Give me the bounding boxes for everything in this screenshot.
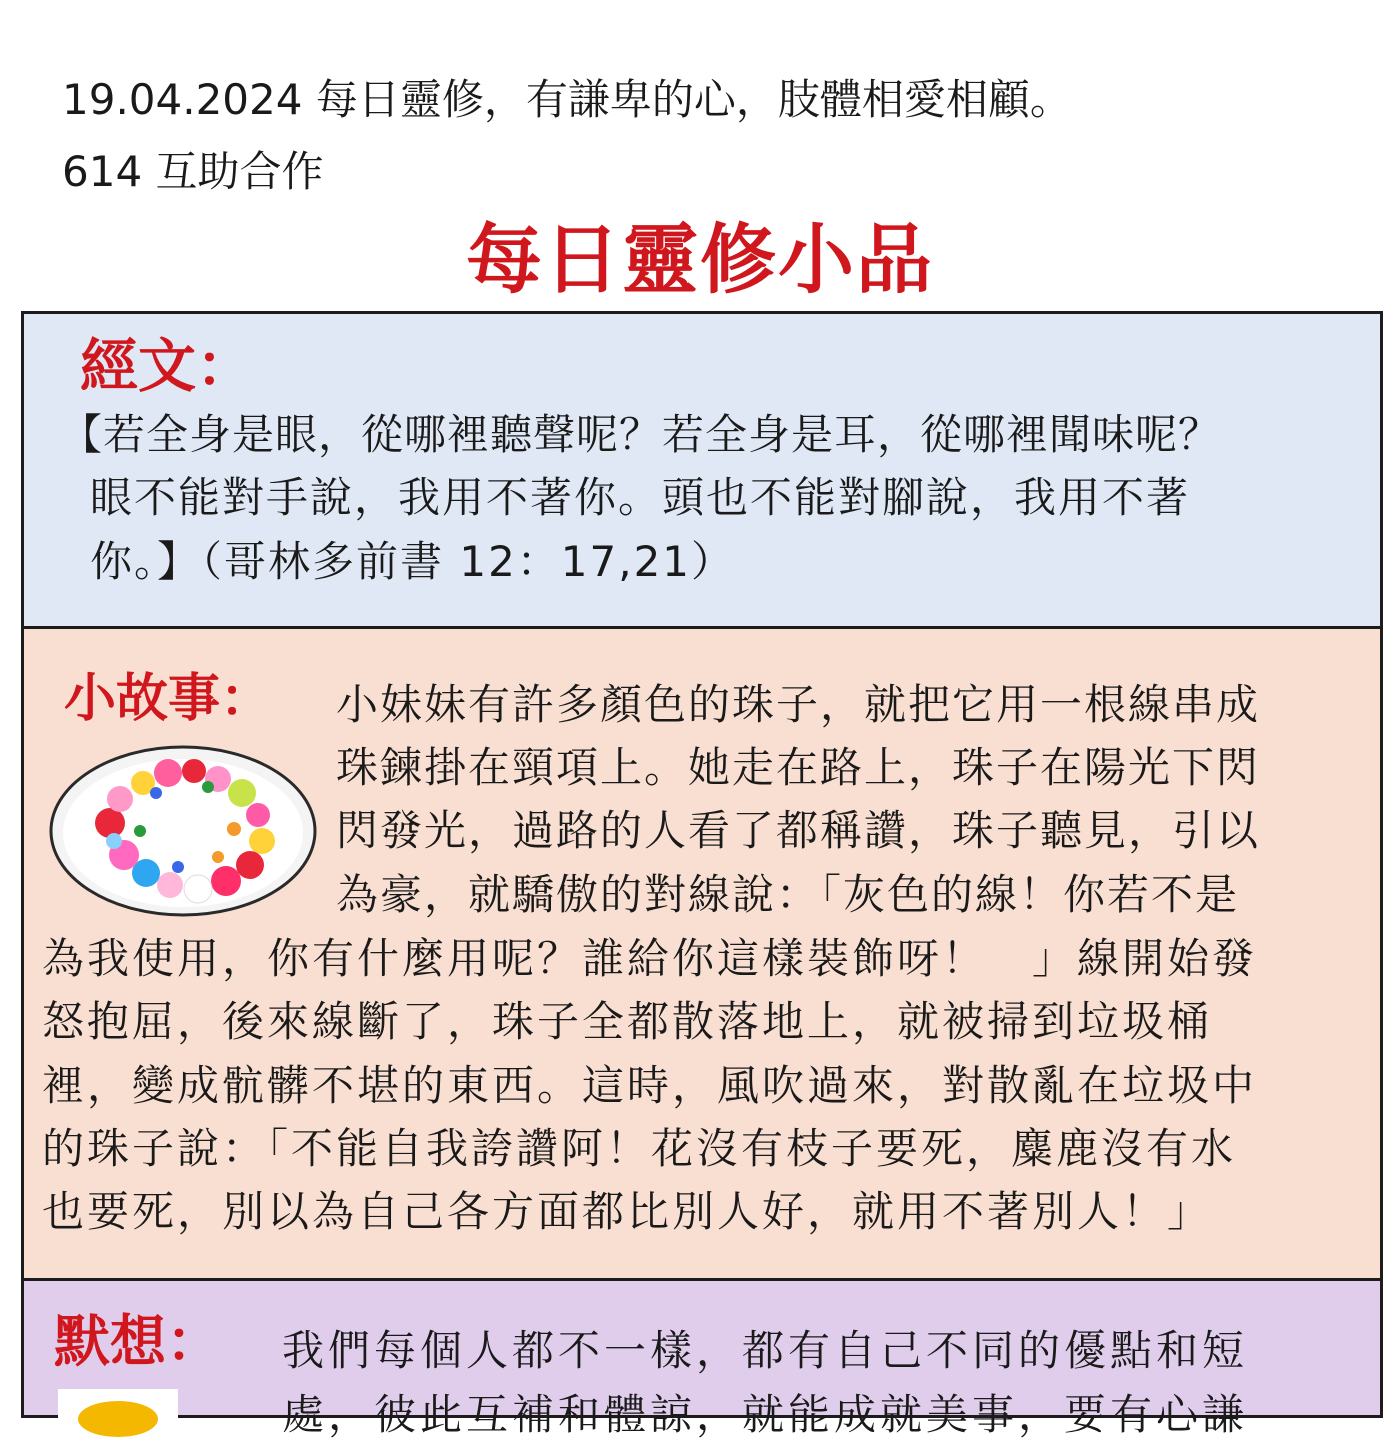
- bead-necklace-image: [48, 741, 318, 921]
- meditation-line: 我們每個人都不一樣，都有自己不同的優點和短: [282, 1326, 1249, 1375]
- meditation-label: 默想：: [54, 1310, 222, 1375]
- meditation-image: [58, 1389, 178, 1449]
- story-line: 為我使用，你有什麼用呢？誰給你這樣裝飾呀！ 」線開始發: [42, 934, 1258, 983]
- scripture-label: 經文：: [80, 332, 255, 400]
- page-title: 每日靈修小品: [466, 215, 934, 304]
- scripture-line: 【若全身是眼，從哪裡聽聲呢？若全身是耳，從哪裡聞味呢？: [60, 410, 1222, 459]
- meditation-panel: [21, 1278, 1383, 1439]
- story-line: 珠鍊掛在頸項上。她走在路上，珠子在陽光下閃: [336, 743, 1261, 792]
- scripture-panel: [21, 311, 1383, 629]
- date-heading: 19.04.2024 每日靈修，有謙卑的心，肢體相愛相顧。: [62, 75, 1072, 124]
- scripture-line: 你。】（哥林多前書 12：17,21）: [90, 537, 736, 586]
- story-line: 小妹妹有許多顏色的珠子，就把它用一根線串成: [336, 680, 1261, 729]
- story-line: 為豪，就驕傲的對線說：「灰色的線！你若不是: [336, 870, 1240, 919]
- story-line: 也要死，別以為自己各方面都比別人好，就用不著別人！」: [42, 1187, 1213, 1236]
- scripture-line: 眼不能對手說，我用不著你。頭也不能對腳說，我用不著: [90, 473, 1191, 522]
- story-line: 閃發光，過路的人看了都稱讚，珠子聽見，引以: [336, 806, 1261, 855]
- story-label: 小故事：: [64, 669, 273, 729]
- meditation-line: 處，彼此互補和體諒，就能成就美事，要有心謙: [282, 1390, 1249, 1439]
- hymn-heading: 614 互助合作: [62, 147, 324, 196]
- story-line: 裡，變成骯髒不堪的東西。這時，風吹過來，對散亂在垃圾中: [42, 1061, 1258, 1110]
- story-line: 怒抱屈，後來線斷了，珠子全都散落地上，就被掃到垃圾桶: [42, 997, 1213, 1046]
- story-line: 的珠子說：「不能自我誇讚阿！花沒有枝子要死，麋鹿沒有水: [42, 1124, 1237, 1173]
- story-panel: [21, 626, 1383, 1281]
